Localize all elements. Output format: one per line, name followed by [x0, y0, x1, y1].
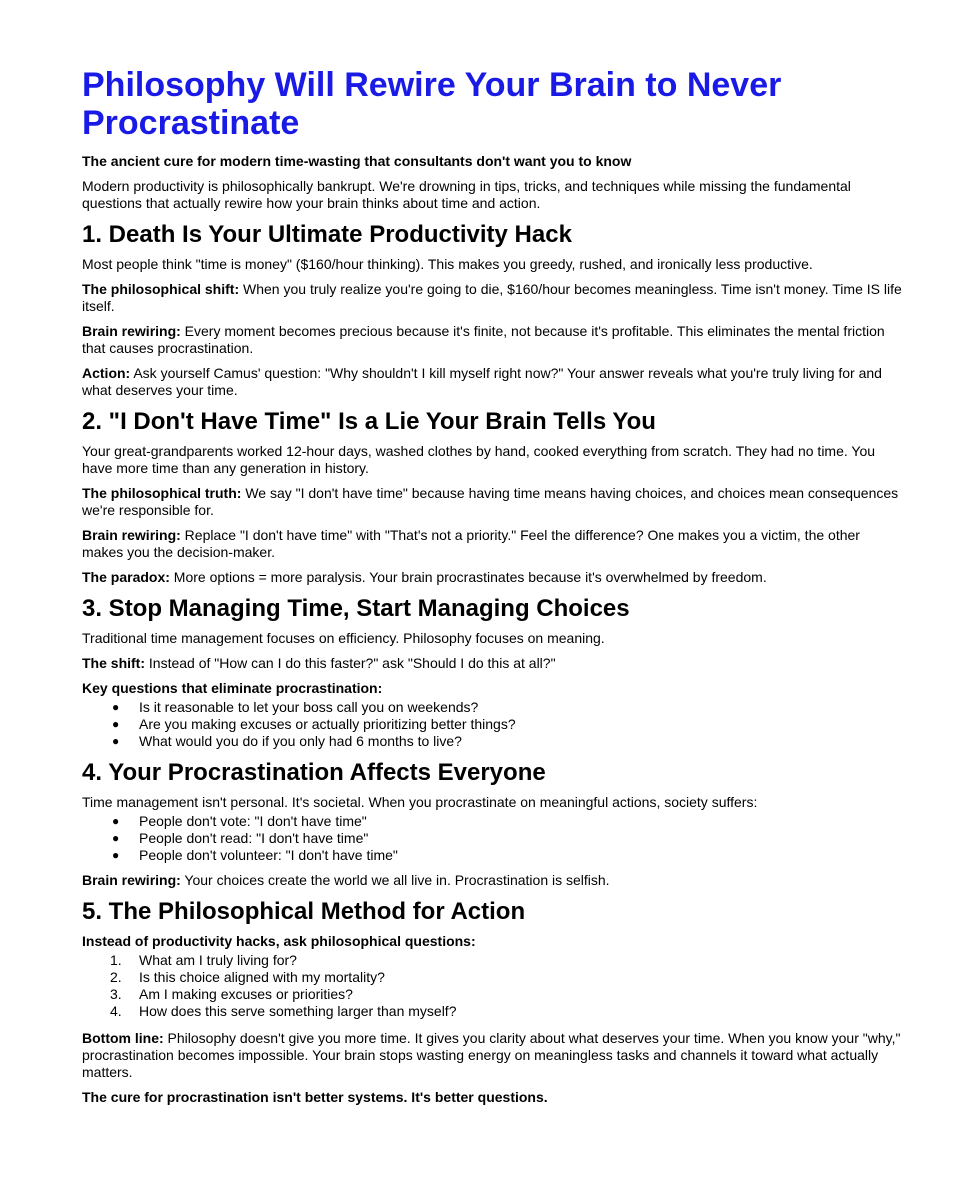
bullet-icon: ●: [112, 700, 120, 714]
bullet-icon: ●: [112, 831, 120, 845]
list-item: [82, 986, 902, 1003]
list-item-text: What am I truly living for?: [139, 952, 297, 968]
paragraph-text: Ask yourself Camus' question: "Why shouldn't I kill myself right now?" Your answer reveals what you're truly living for and what deserves your time.: [82, 365, 882, 398]
bullet-icon: ●: [112, 717, 120, 731]
list-item-text: What would you do if you only had 6 months to live?: [139, 733, 462, 749]
document-page: [82, 66, 902, 1106]
section-1-action: [82, 365, 902, 399]
section-2-truth: [82, 485, 902, 519]
bullet-icon: ●: [112, 848, 120, 862]
section-heading-4: 4. Your Procrastination Affects Everyone: [82, 759, 546, 786]
list-item-text: People don't read: "I don't have time": [139, 830, 369, 846]
list-item-text: Is it reasonable to let your boss call you on weekends?: [139, 699, 479, 715]
bullet-list: [82, 813, 902, 864]
section-heading-5: 5. The Philosophical Method for Action: [82, 898, 526, 925]
list-item: [82, 952, 902, 969]
bold-label: The philosophical truth:: [82, 485, 242, 501]
bullet-icon: ●: [112, 734, 120, 748]
section-1-shift: [82, 281, 902, 315]
list-number: 1.: [110, 952, 122, 968]
list-number: 2.: [110, 969, 122, 985]
intro-paragraph: Modern productivity is philosophically bankrupt. We're drowning in tips, tricks, and techniques while missing the fundamental questions that actually rewire how your brain thinks about time and action.: [82, 178, 851, 211]
numbered-list: [82, 952, 902, 1020]
closing-statement: [82, 1089, 902, 1106]
section-2-rewiring: [82, 527, 902, 561]
section-4-rewiring: [82, 872, 902, 889]
list-number: 3.: [110, 986, 122, 1002]
bold-label: The philosophical shift:: [82, 281, 240, 297]
paragraph-text: Your choices create the world we all live in. Procrastination is selfish.: [180, 872, 610, 888]
list-item: [82, 830, 902, 847]
bold-label: Brain rewiring:: [82, 872, 181, 888]
list-item: [82, 733, 902, 750]
section-3-paragraph: Traditional time management focuses on efficiency. Philosophy focuses on meaning.: [82, 630, 605, 646]
paragraph-text: Every moment becomes precious because it's finite, not because it's profitable. This eliminates the mental friction that causes procrastination.: [82, 323, 885, 356]
list-item: [82, 716, 902, 733]
list-item-text: People don't vote: "I don't have time": [139, 813, 367, 829]
section-1-paragraph: Most people think "time is money" ($160/hour thinking). This makes you greedy, rushed, and ironically less productive.: [82, 256, 813, 272]
bullet-icon: ●: [112, 814, 120, 828]
list-item: [82, 813, 902, 830]
section-heading-3: 3. Stop Managing Time, Start Managing Choices: [82, 595, 630, 622]
bold-label: Key questions that eliminate procrastination:: [82, 680, 383, 696]
bold-label: Action:: [82, 365, 131, 381]
bold-label: The shift:: [82, 655, 145, 671]
section-1-rewiring: [82, 323, 902, 357]
paragraph-text: More options = more paralysis. Your brain procrastinates because it's overwhelmed by freedom.: [169, 569, 767, 585]
section-2-paradox: [82, 569, 902, 586]
list-number: 4.: [110, 1003, 122, 1019]
section-3-list-label: [82, 680, 902, 697]
paragraph-text: When you truly realize you're going to die, $160/hour becomes meaningless. Time isn't money. Time IS life itself.: [82, 281, 902, 314]
paragraph-text: We say "I don't have time" because having time means having choices, and choices mean consequences we're responsible for.: [82, 485, 899, 518]
list-item-text: Are you making excuses or actually prioritizing better things?: [139, 716, 516, 732]
list-item-text: People don't volunteer: "I don't have time": [139, 847, 398, 863]
subtitle: The ancient cure for modern time-wasting that consultants don't want you to know: [82, 153, 632, 169]
bottom-line: [82, 1030, 902, 1081]
bold-closing: The cure for procrastination isn't better systems. It's better questions.: [82, 1089, 548, 1105]
list-item: [82, 1003, 902, 1020]
list-item-text: Am I making excuses or priorities?: [139, 986, 353, 1002]
list-item-text: Is this choice aligned with my mortality?: [139, 969, 385, 985]
paragraph-text: Philosophy doesn't give you more time. It gives you clarity about what deserves your time. When you know your "why," procrastination becomes impossible. Your brain stops wasting energy on meaningless tasks and channels it toward what actually matters.: [82, 1030, 901, 1080]
section-heading-2: 2. "I Don't Have Time" Is a Lie Your Brain Tells You: [82, 408, 656, 435]
bold-label: The paradox:: [82, 569, 170, 585]
bullet-list: [82, 699, 902, 750]
list-item: [82, 847, 902, 864]
bold-label: Brain rewiring:: [82, 527, 181, 543]
bold-label: Brain rewiring:: [82, 323, 181, 339]
page-title: Philosophy Will Rewire Your Brain to Never Procrastinate: [82, 66, 782, 142]
section-3-shift: [82, 655, 902, 672]
bold-label: Bottom line:: [82, 1030, 164, 1046]
list-item: [82, 699, 902, 716]
paragraph-text: Instead of "How can I do this faster?" ask "Should I do this at all?": [145, 655, 556, 671]
section-5-list-label: [82, 933, 902, 950]
section-heading-1: 1. Death Is Your Ultimate Productivity Hack: [82, 221, 572, 248]
list-item: [82, 969, 902, 986]
list-item-text: How does this serve something larger than myself?: [139, 1003, 457, 1019]
section-2-paragraph: Your great-grandparents worked 12-hour days, washed clothes by hand, cooked everything from scratch. They had no time. You have more time than any generation in history.: [82, 443, 876, 476]
paragraph-text: Replace "I don't have time" with "That's not a priority." Feel the difference? One makes you a victim, the other makes you the decision-maker.: [82, 527, 860, 560]
section-4-paragraph: Time management isn't personal. It's societal. When you procrastinate on meaningful actions, society suffers:: [82, 794, 758, 810]
bold-label: Instead of productivity hacks, ask philosophical questions:: [82, 933, 476, 949]
